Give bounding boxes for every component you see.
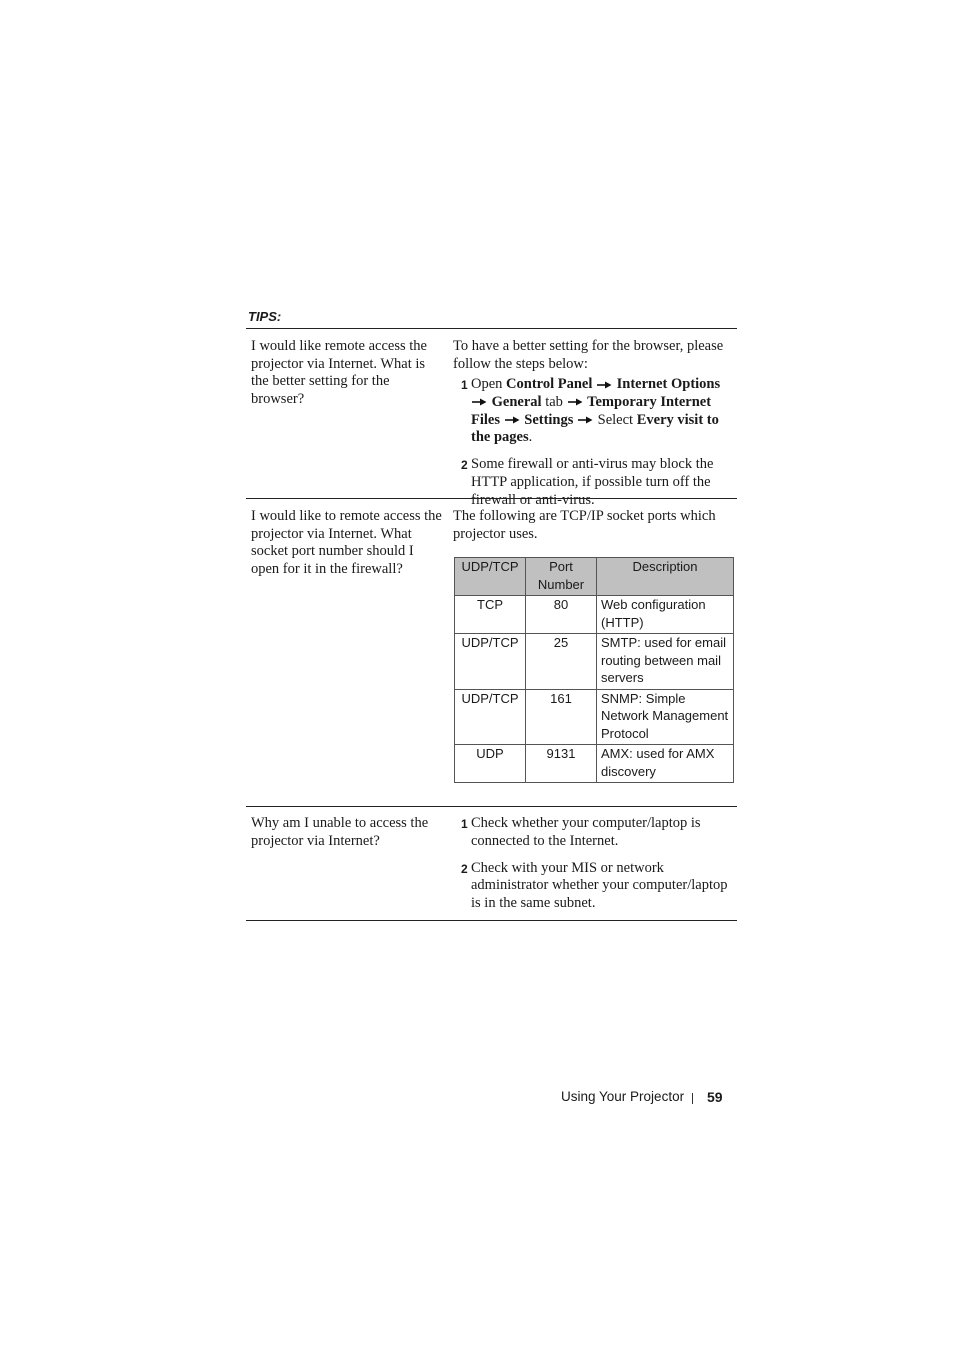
table-cell: TCP xyxy=(455,596,526,634)
table-cell: 9131 xyxy=(526,745,597,783)
settings-label: Settings xyxy=(524,411,574,428)
general-label: General xyxy=(491,393,542,410)
step-text: Check whether your computer/laptop is connected to the Internet. xyxy=(471,815,701,849)
step-open: Open xyxy=(471,376,503,392)
right-arrow-icon xyxy=(505,416,520,424)
table-row xyxy=(455,596,734,634)
table-header-cell: Port Number xyxy=(526,558,597,596)
right-arrow-icon xyxy=(597,381,612,389)
table-cell: AMX: used for AMX discovery xyxy=(597,745,734,783)
period: . xyxy=(528,429,533,446)
step-item xyxy=(461,376,737,447)
table-header-cell: Description xyxy=(597,558,734,596)
divider xyxy=(246,806,737,807)
page-number: 59 xyxy=(707,1089,723,1105)
table-cell: SMTP: used for email routing between mail servers xyxy=(597,634,734,690)
right-arrow-icon xyxy=(568,398,583,406)
table-row xyxy=(455,689,734,745)
divider xyxy=(246,498,737,499)
every-visit-label: Every visit to the pages xyxy=(471,411,719,446)
table-cell: SNMP: Simple Network Management Protocol xyxy=(597,689,734,745)
step-text: Some firewall or anti-virus may block the HTTP application, if possible turn off the firewall or anti-virus. xyxy=(471,456,714,508)
faq-answer-2-intro-text: The following are TCP/IP socket ports which projector uses. xyxy=(453,508,716,542)
step-number: 1 xyxy=(461,817,468,831)
step-item xyxy=(461,456,737,509)
table-cell: 161 xyxy=(526,689,597,745)
table-header-row xyxy=(455,558,734,596)
divider-bottom xyxy=(246,920,737,921)
table-cell: UDP xyxy=(455,745,526,783)
table-cell: 25 xyxy=(526,634,597,690)
faq-answer-1-intro-text: To have a better setting for the browser, please follow the steps below: xyxy=(453,338,724,372)
table-cell: UDP/TCP xyxy=(455,689,526,745)
faq-answer-1-intro xyxy=(453,338,737,373)
right-arrow-icon xyxy=(472,398,487,406)
faq-question-2: I would like to remote access the projector via Internet. What socket port number should I open for it in the firewall? xyxy=(251,508,442,577)
faq-question-3: Why am I unable to access the projector via Internet? xyxy=(251,815,429,849)
select-word: Select xyxy=(597,411,634,428)
footer-title: Using Your Projector xyxy=(561,1089,685,1104)
step-text: Check with your MIS or network administrator whether your computer/laptop is in the same subnet. xyxy=(471,859,728,912)
table-row xyxy=(455,745,734,783)
temporary-internet-files-label: Temporary Internet Files xyxy=(471,393,712,428)
step-item xyxy=(461,860,737,913)
tips-label: TIPS: xyxy=(248,309,282,324)
ports-table xyxy=(454,557,734,783)
table-cell: UDP/TCP xyxy=(455,634,526,690)
step-number: 2 xyxy=(461,861,468,876)
footer-separator xyxy=(692,1093,693,1104)
step-text xyxy=(471,376,737,447)
right-arrow-icon xyxy=(578,416,593,424)
step-item xyxy=(461,815,737,851)
faq-question-1: I would like remote access the projector via Internet. What is the better setting for the browser? xyxy=(251,338,427,407)
internet-options-label: Internet Options xyxy=(616,376,721,392)
faq-answer-2-intro xyxy=(453,508,737,543)
divider-top xyxy=(246,328,737,329)
step-number: 2 xyxy=(461,458,468,473)
table-cell: Web configuration (HTTP) xyxy=(597,596,734,634)
step-number: 1 xyxy=(461,378,468,392)
table-header-cell: UDP/TCP xyxy=(455,558,526,596)
control-panel-label: Control Panel xyxy=(506,376,593,392)
faq-answer-3-steps xyxy=(461,815,737,922)
tab-word: tab xyxy=(545,393,563,410)
table-row xyxy=(455,634,734,690)
table-cell: 80 xyxy=(526,596,597,634)
